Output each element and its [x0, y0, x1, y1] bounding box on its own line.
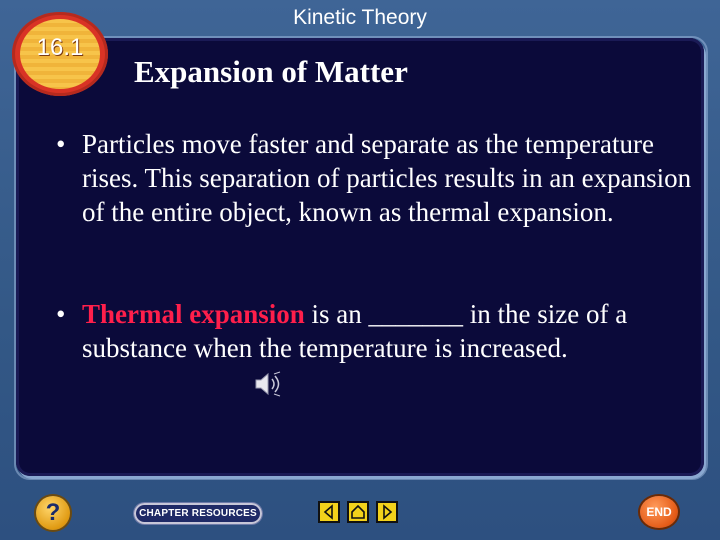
previous-icon [320, 503, 338, 521]
previous-button[interactable] [318, 501, 340, 523]
bullet-text-rest: is an _______ in the size of a substance when the temperature is increased. [82, 299, 628, 363]
section-badge-label: 16.1 [36, 34, 84, 61]
next-button[interactable] [376, 501, 398, 523]
section-badge [12, 12, 108, 96]
end-button[interactable]: END [640, 496, 678, 528]
key-term: Thermal expansion [82, 299, 305, 329]
section-title: Kinetic Theory [293, 6, 427, 29]
home-icon [349, 503, 367, 521]
bullet-marker: • [56, 299, 66, 329]
home-button[interactable] [347, 501, 369, 523]
chapter-resources-button[interactable]: CHAPTER RESOURCES [134, 503, 262, 524]
bullet-text: Particles move faster and separate as the temperature rises. This separation of particles results in an expansion of the entire object, known as thermal expansion. [82, 129, 692, 227]
bullet-text [82, 297, 692, 365]
help-button[interactable]: ? [36, 496, 70, 530]
next-icon [378, 503, 396, 521]
speaker-icon[interactable] [252, 370, 284, 398]
bullet-marker: • [56, 129, 66, 159]
slide-title: Expansion of Matter [134, 54, 408, 89]
content-panel [16, 38, 704, 476]
